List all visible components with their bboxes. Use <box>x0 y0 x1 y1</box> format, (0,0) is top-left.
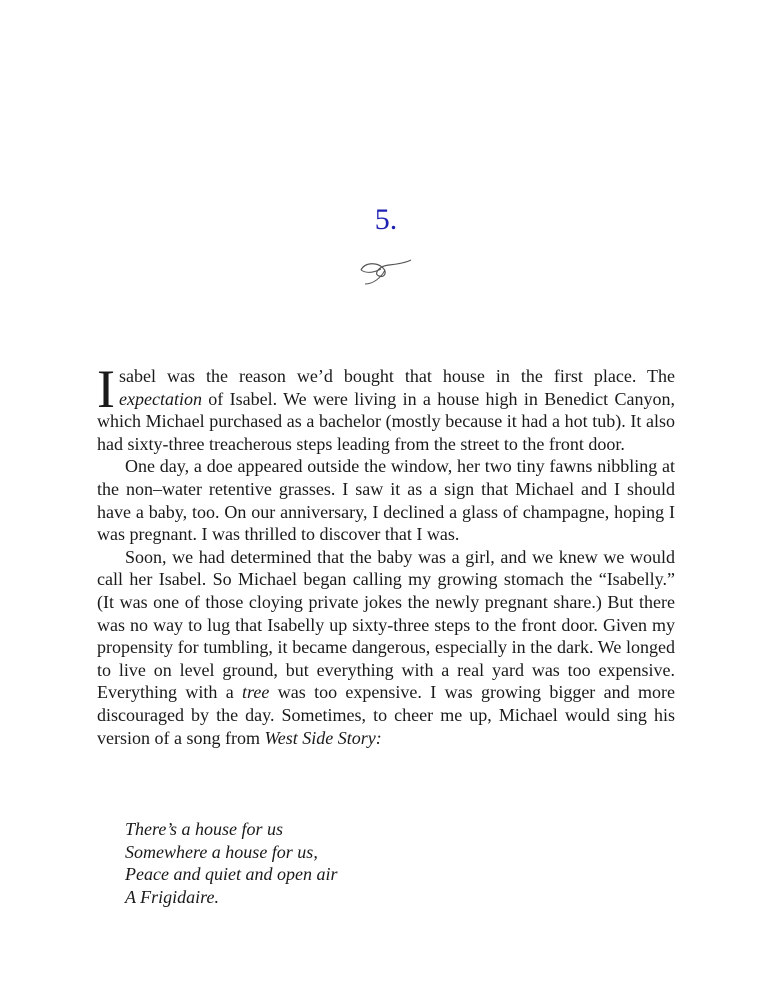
paragraph-3 <box>97 546 675 749</box>
chapter-number: 5. <box>374 203 398 236</box>
lyric-line: Peace and quiet and open air <box>125 864 338 885</box>
drop-cap: I <box>97 359 115 419</box>
lyric-line: There’s a house for us <box>125 819 284 839</box>
paragraph-2: One day, a doe appeared outside the window, her two tiny fawns nibbling at the non–water retentive grasses. I saw it as a sign that Michael and I should have a baby, too. On our anniversary, I declined a glass of champagne, hoping I was pregnant. I was thrilled to discover that I was. <box>97 456 675 545</box>
paragraph-1-emphasis: expectation <box>118 388 202 409</box>
song-lyrics <box>125 818 337 908</box>
lyric-line: Somewhere a house for us, <box>125 841 318 862</box>
lyric-line: A Frigidaire. <box>125 886 219 907</box>
paragraph-3-title: West Side Story: <box>264 727 382 748</box>
paragraph-3-emphasis: tree <box>242 682 270 703</box>
paragraph-1 <box>97 359 675 455</box>
chapter-body <box>97 359 675 749</box>
flourish-icon <box>355 256 415 288</box>
paragraph-1-text-a: sabel was the reason we’d bought that house in the first place. The <box>118 366 675 386</box>
paragraph-3-text-b: was too expensive. I was growing bigger and more discouraged by the day. Sometimes, to cheer me up, Michael would sing his version of a song from <box>97 682 675 748</box>
paragraph-1-text-b: of Isabel. We were living in a house high in Benedict Canyon, which Michael purchased as a bachelor (mostly because it had a hot tub). It also had sixty-three treacherous steps leading from the street to the front door. <box>97 388 675 454</box>
paragraph-3-text-a: Soon, we had determined that the baby was a girl, and we knew we would call her Isabel. So Michael began calling my growing stomach the “Isabelly.” (It was one of those cloying private jokes the newly pregnant share.) But there was no way to lug that Isabelly up sixty-three steps to the front door. Given my propensity for tumbling, it became dangerous, especially in the dark. We longed to live on level ground, but everything with a real yard was too expensive. Everything with a <box>97 546 675 703</box>
